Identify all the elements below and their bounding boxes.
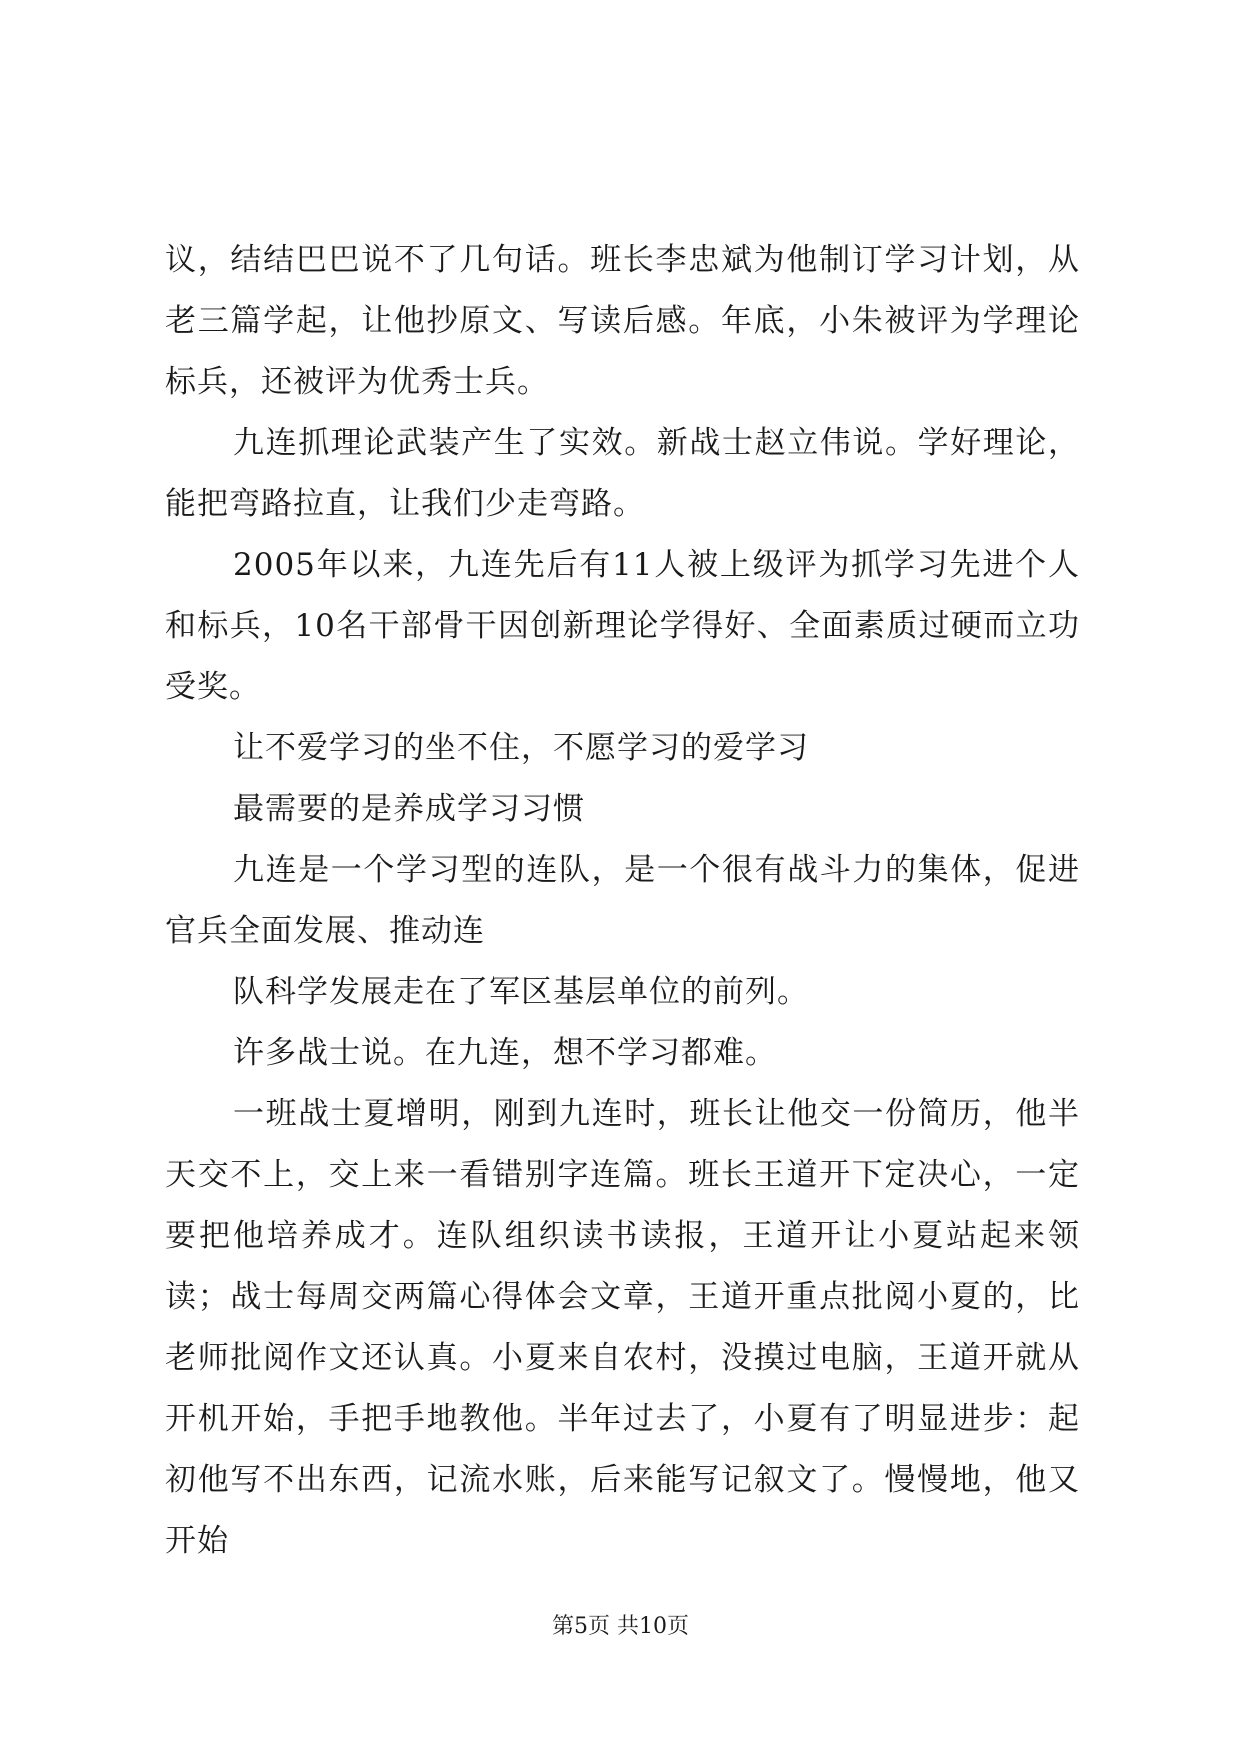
paragraph-1: 议，结结巴巴说不了几句话。班长李忠斌为他制订学习计划，从老三篇学起，让他抄原文、写读后感。年底，小朱被评为学理论标兵，还被评为优秀士兵。 bbox=[165, 242, 1080, 400]
subheading-2: 最需要的是养成学习习惯 bbox=[233, 791, 585, 827]
page-number-footer: 第5页 共10页 bbox=[552, 1614, 689, 1639]
paragraph-5: 队科学发展走在了军区基层单位的前列。 bbox=[233, 974, 809, 1010]
paragraph-2: 九连抓理论武装产生了实效。新战士赵立伟说。学好理论，能把弯路拉直，让我们少走弯路。 bbox=[165, 425, 1080, 522]
paragraph-3: 2005年以来，九连先后有11人被上级评为抓学习先进个人和标兵，10名干部骨干因创新理论学得好、全面素质过硬而立功受奖。 bbox=[165, 547, 1080, 705]
paragraph-7: 一班战士夏增明，刚到九连时，班长让他交一份简历，他半天交不上，交上来一看错别字连篇。班长王道开下定决心，一定要把他培养成才。连队组织读书读报，王道开让小夏站起来领读；战士每周交两篇心得体会文章，王道开重点批阅小夏的，比老师批阅作文还认真。小夏来自农村，没摸过电脑，王道开就从开机开始，手把手地教他。半年过去了，小夏有了明显进步：起初他写不出东西，记流水账，后来能写记叙文了。慢慢地，他又开始 bbox=[165, 1096, 1080, 1559]
body-text bbox=[165, 230, 1080, 1572]
subheading-1: 让不爱学习的坐不住，不愿学习的爱学习 bbox=[233, 730, 809, 766]
paragraph-6: 许多战士说。在九连，想不学习都难。 bbox=[233, 1035, 777, 1071]
paragraph-4: 九连是一个学习型的连队，是一个很有战斗力的集体，促进官兵全面发展、推动连 bbox=[165, 852, 1080, 949]
